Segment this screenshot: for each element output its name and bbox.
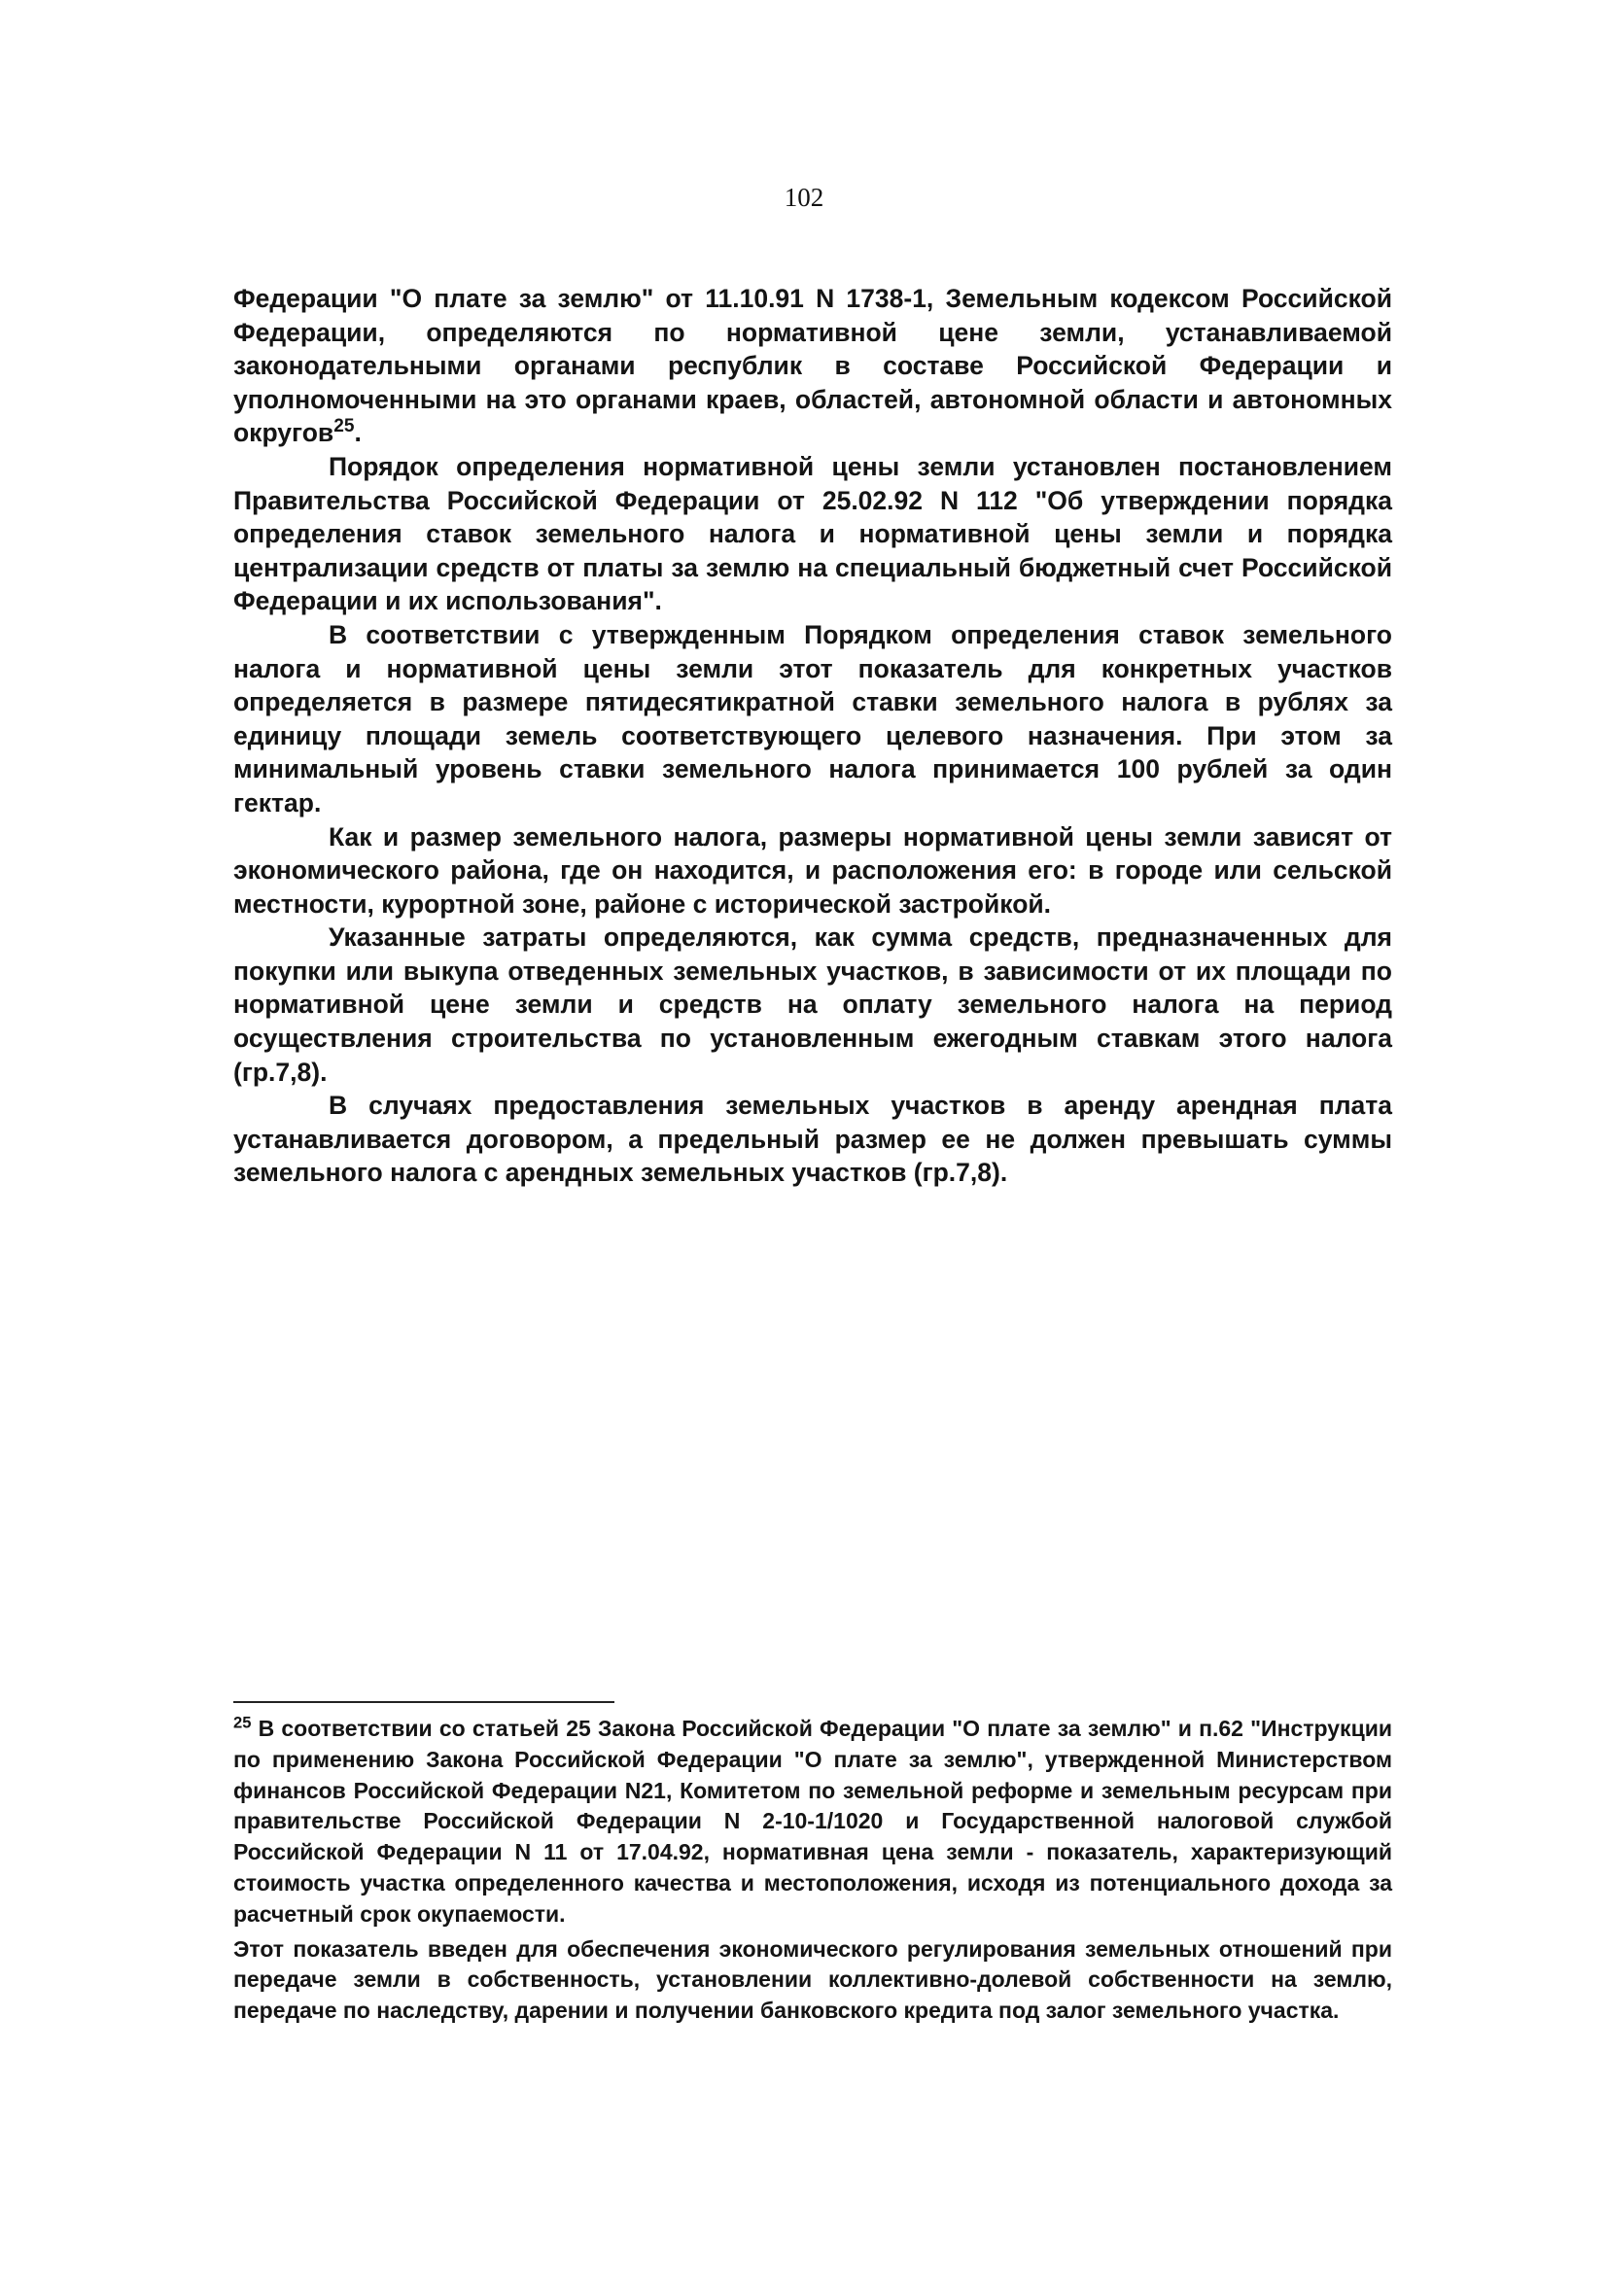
- paragraph-1-end: .: [354, 418, 362, 448]
- paragraph-2: Порядок определения нормативной цены земли установлен постановлением Правительства Российской Федерации от 25.02.92 N 112 "Об утверждении порядка определения ставок земельного налога и нормативной цены земли и порядка централизации средств от платы за землю на специальный бюджетный счет Российской Федерации и их использования".: [233, 451, 1392, 616]
- footnote-marker: 25: [233, 1713, 252, 1732]
- footnote-continuation: Этот показатель введен для обеспечения экономического регулирования земельных отношений при передаче земли в собственность, установлении коллективно-долевой собственности на землю, передаче по наследству, дарении и получении банковского кредита под залог земельного участка.: [233, 1935, 1392, 2024]
- paragraph-6: В случаях предоставления земельных участков в аренду арендная плата устанавливается договором, а предельный размер ее не должен превышать суммы земельного налога с арендных земельных участков (гр.7,8).: [233, 1091, 1392, 1188]
- footnote-25-text: В соответствии со статьей 25 Закона Российской Федерации "О плате за землю" и п.62 "Инструкции по применению Закона Российской Федерации "О плате за землю", утвержденной Министерством финансов Российской Федерации N21, Комитетом по земельной реформе и земельным ресурсам при правительстве Российской Федерации N 2-10-1/1020 и Государственной налоговой службой Российской Федерации N 11 от 17.04.92, нормативная цена земли - показатель, характеризующий стоимость участка определенного качества и местоположения, исходя из потенциального дохода за расчетный срок окупаемости.: [233, 1716, 1392, 1927]
- paragraph-1: [233, 282, 1392, 450]
- footnote-25: [233, 1714, 1392, 1931]
- body-text: [233, 282, 1392, 1190]
- footnote-separator: [233, 1701, 614, 1703]
- paragraph-3: В соответствии с утвержденным Порядком определения ставок земельного налога и нормативной цены земли этот показатель для конкретных участков определяется в размере пятидесятикратной ставки земельного налога в рублях за единицу площади земель соответствующего целевого назначения. При этом за минимальный уровень ставки земельного налога принимается 100 рублей за один гектар.: [233, 619, 1392, 818]
- paragraph-4: Как и размер земельного налога, размеры нормативной цены земли зависят от экономического района, где он находится, и расположения его: в городе или сельской местности, курортной зоне, районе с исторической застройкой.: [233, 821, 1392, 919]
- footnotes: [233, 1714, 1392, 2031]
- paragraph-1-text: Федерации "О плате за землю" от 11.10.91 N 1738-1, Земельным кодексом Российской Федерации, определяются по нормативной цене земли, устанавливаемой законодательными органами республик в составе Российской Федерации и уполномоченными на это органами краев, областей, автономной области и автономных округов: [233, 284, 1392, 448]
- paragraph-5: Указанные затраты определяются, как сумма средств, предназначенных для покупки или выкупа отведенных земельных участков, в зависимости от их площади по нормативной цене земли и средств на оплату земельного налога на период осуществления строительства по установленным ежегодным ставкам этого налога (гр.7,8).: [233, 922, 1392, 1087]
- footnote-reference: 25: [333, 416, 355, 437]
- page-number: 102: [784, 183, 824, 212]
